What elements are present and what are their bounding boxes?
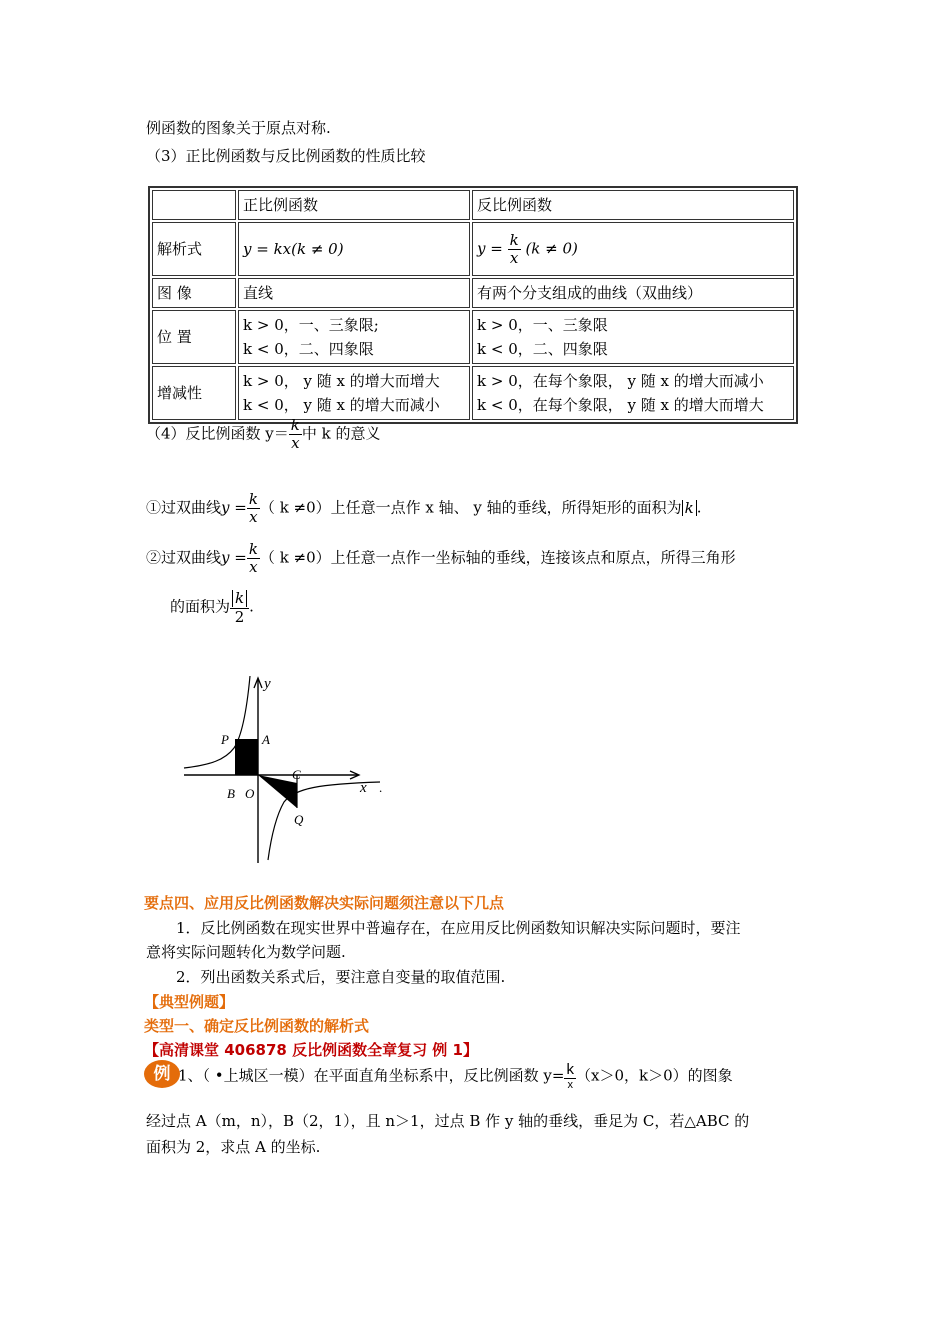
item-1-fraction (247, 492, 260, 525)
cell-line: k < 0，在每个象限， y 随 x 的增大而增大 (477, 396, 764, 414)
table-row (152, 278, 794, 308)
table-header-row (152, 190, 794, 220)
item-2-end: . (249, 597, 254, 616)
inv-formula-cell (472, 222, 794, 276)
table-row (152, 366, 794, 420)
fraction-denominator: x (249, 508, 258, 526)
fraction-numerator: k (509, 230, 519, 249)
table-row (152, 310, 794, 364)
item-1 (146, 492, 702, 525)
example-1-pre: 1、（ •上城区一模）在平面直角坐标系中，反比例函数 y= (178, 1066, 565, 1085)
fraction-denominator: x (567, 1079, 573, 1091)
fraction-numerator: k (248, 540, 258, 558)
cell-line: k < 0， y 随 x 的增大而减小 (243, 396, 440, 414)
section-4-pre: （4）反比例函数 y＝ (146, 424, 289, 443)
table-row (152, 222, 794, 276)
item-1-end: . (696, 498, 702, 517)
examples-heading: 【典型例题】 (144, 993, 235, 1011)
row-label: 解析式 (152, 222, 236, 276)
item-2-line2-pre: 的面积为 (170, 597, 231, 616)
item-1-abs-k: k (682, 500, 697, 517)
item-2-abs-k: k (232, 590, 247, 607)
hyperbola-figure (180, 668, 400, 868)
intro-line-1: 例函数的图象关于原点对称. (146, 119, 331, 137)
item-2-pre: ②过双曲线 (146, 548, 222, 567)
point-4-item-1a: 1．反比例函数在现实世界中普遍存在，在应用反比例函数知识解决实际问题时，要注 (176, 919, 741, 937)
example-1-line-3: 面积为 2，求点 A 的坐标. (146, 1138, 321, 1156)
inv-formula-fraction (508, 230, 521, 267)
fraction-numerator: k (248, 490, 258, 508)
rectangle-area (235, 739, 258, 775)
cell-line: k > 0， y 随 x 的增大而增大 (243, 372, 440, 390)
point-4-item-2: 2．列出函数关系式后，要注意自变量的取值范围. (176, 968, 506, 986)
fraction-numerator: k (290, 416, 300, 434)
table-header-cell: 正比例函数 (238, 190, 470, 220)
item-1-y: y = (221, 498, 247, 517)
section-4-fraction (289, 418, 302, 451)
prop-formula: = kx(k ≠ 0) (251, 240, 344, 258)
point-Q-label: Q (294, 812, 304, 827)
point-C-label: C (292, 767, 301, 782)
item-2 (146, 542, 736, 575)
point-O-label: O (245, 786, 255, 801)
fraction-denominator: x (249, 558, 258, 576)
cell-line: k < 0，二、四象限 (477, 340, 608, 358)
section-4-post: 中 k 的意义 (301, 424, 381, 443)
item-2-fraction (247, 542, 260, 575)
item-2-line-2 (170, 590, 254, 625)
point-A-label: A (262, 732, 270, 747)
row-label: 位 置 (152, 310, 236, 364)
prop-formula-cell (238, 222, 470, 276)
table-cell (472, 310, 794, 364)
cell-line: k < 0，二、四象限 (243, 340, 374, 358)
fraction-denominator: 2 (234, 607, 245, 626)
example-badge: 例 (144, 1060, 180, 1088)
item-1-mid: （ k ≠0）上任意一点作 x 轴、 y 轴的垂线，所得矩形的面积为 (259, 498, 682, 517)
trailing-dot: . (379, 780, 383, 795)
point-P-label: P (221, 732, 229, 747)
point-4-heading: 要点四、应用反比例函数解决实际问题须注意以下几点 (144, 894, 505, 912)
inv-formula-pre: y = (477, 239, 508, 257)
example-1-fraction (564, 1062, 576, 1091)
table-cell: 有两个分支组成的曲线（双曲线） (472, 278, 794, 308)
cell-line: k > 0，一、三象限; (243, 316, 379, 334)
x-axis-label: x (360, 780, 367, 796)
y-axis-label: y (264, 676, 271, 692)
fraction-denominator: x (509, 248, 519, 267)
comparison-table (148, 186, 798, 424)
point-4-item-1b: 意将实际问题转化为数学问题. (146, 943, 346, 961)
cell-line: k > 0，在每个象限， y 随 x 的增大而减小 (477, 372, 764, 390)
item-2-y: y = (221, 548, 247, 567)
table-header-cell (152, 190, 236, 220)
cell-line: k > 0，一、三象限 (477, 316, 608, 334)
table-cell: 直线 (238, 278, 470, 308)
lecture-reference: 【高清课堂 406878 反比例函数全章复习 例 1】 (144, 1041, 478, 1059)
example-1-line-2: 经过点 A（m，n），B（2，1），且 n＞1，过点 B 作 y 轴的垂线，垂足为 C，若△ABC 的 (146, 1112, 750, 1130)
table-cell (238, 310, 470, 364)
type-1-heading: 类型一、确定反比例函数的解析式 (144, 1017, 370, 1035)
fraction-denominator: x (291, 434, 300, 452)
example-1-post: （x＞0，k＞0）的图象 (575, 1066, 733, 1085)
inv-formula-post: (k ≠ 0) (520, 239, 578, 257)
intro-line-2: （3）正比例函数与反比例函数的性质比较 (146, 147, 426, 165)
table-cell (238, 366, 470, 420)
item-1-pre: ①过双曲线 (146, 498, 222, 517)
row-label: 增减性 (152, 366, 236, 420)
row-label: 图 像 (152, 278, 236, 308)
fraction-numerator: k (566, 1061, 574, 1078)
point-B-label: B (227, 786, 235, 801)
table-header-cell: 反比例函数 (472, 190, 794, 220)
example-1-line-1 (178, 1062, 733, 1091)
table-cell (472, 366, 794, 420)
item-2-mid: （ k ≠0）上任意一点作一坐标轴的垂线，连接该点和原点，所得三角形 (259, 548, 736, 567)
section-4-heading (146, 418, 381, 451)
item-2-area-fraction (230, 590, 249, 625)
fraction-numerator (230, 590, 249, 609)
prop-formula-y: y (243, 240, 252, 258)
